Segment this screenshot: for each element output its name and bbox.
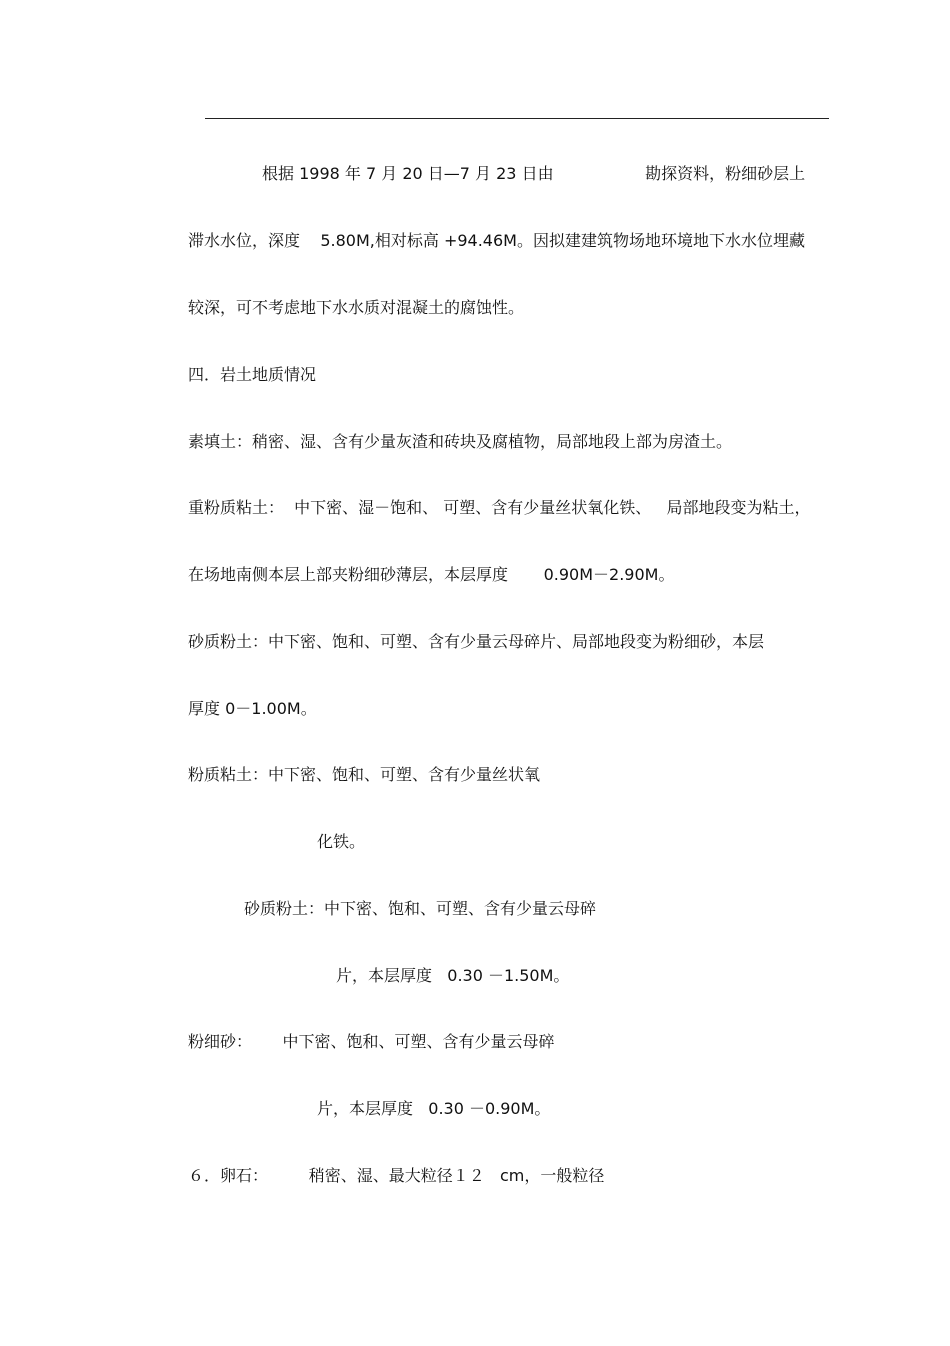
soil-layer-3: 砂质粉土：中下密、饱和、可塑、含有少量云母碎片、局部地段变为粉细砂，本层	[188, 632, 765, 651]
paragraph-line-3: 较深，可不考虑地下水水质对混凝土的腐蚀性。	[188, 298, 525, 317]
soil-layer-2-cont: 在场地南侧本层上部夹粉细砂薄层，本层厚度 0.90M－2.90M。	[188, 565, 675, 584]
paragraph-line-1: 根据 1998 年 7 月 20 日—7 月 23 日由 勘探资料，粉细砂层上	[262, 164, 806, 183]
soil-layer-6: 粉细砂： 中下密、饱和、可塑、含有少量云母碎	[188, 1032, 555, 1051]
soil-layer-5-cont: 片，本层厚度 0.30 －1.50M。	[336, 966, 570, 985]
soil-layer-5: 砂质粉土：中下密、饱和、可塑、含有少量云母碎	[244, 899, 597, 918]
soil-layer-4: 粉质粘土：中下密、饱和、可塑、含有少量丝状氧	[188, 765, 541, 784]
soil-layer-4-cont: 化铁。	[317, 832, 366, 851]
soil-layer-7: ６．卵石： 稍密、湿、最大粒径１２ cm，一般粒径	[188, 1166, 605, 1185]
soil-layer-2: 重粉质粘土： 中下密、湿－饱和、 可塑、含有少量丝状氧化铁、 局部地段变为粘土，	[188, 498, 811, 517]
paragraph-line-2: 滞水水位，深度 5.80M,相对标高 +94.46M。因拟建建筑物场地环境地下水水位埋藏	[188, 231, 805, 250]
section-heading: 四．岩土地质情况	[188, 365, 317, 384]
soil-layer-1: 素填土：稍密、湿、含有少量灰渣和砖块及腐植物，局部地段上部为房渣土。	[188, 432, 733, 451]
header-rule	[205, 118, 829, 119]
soil-layer-6-cont: 片，本层厚度 0.30 －0.90M。	[317, 1099, 551, 1118]
soil-layer-3-cont: 厚度 0－1.00M。	[188, 699, 317, 718]
